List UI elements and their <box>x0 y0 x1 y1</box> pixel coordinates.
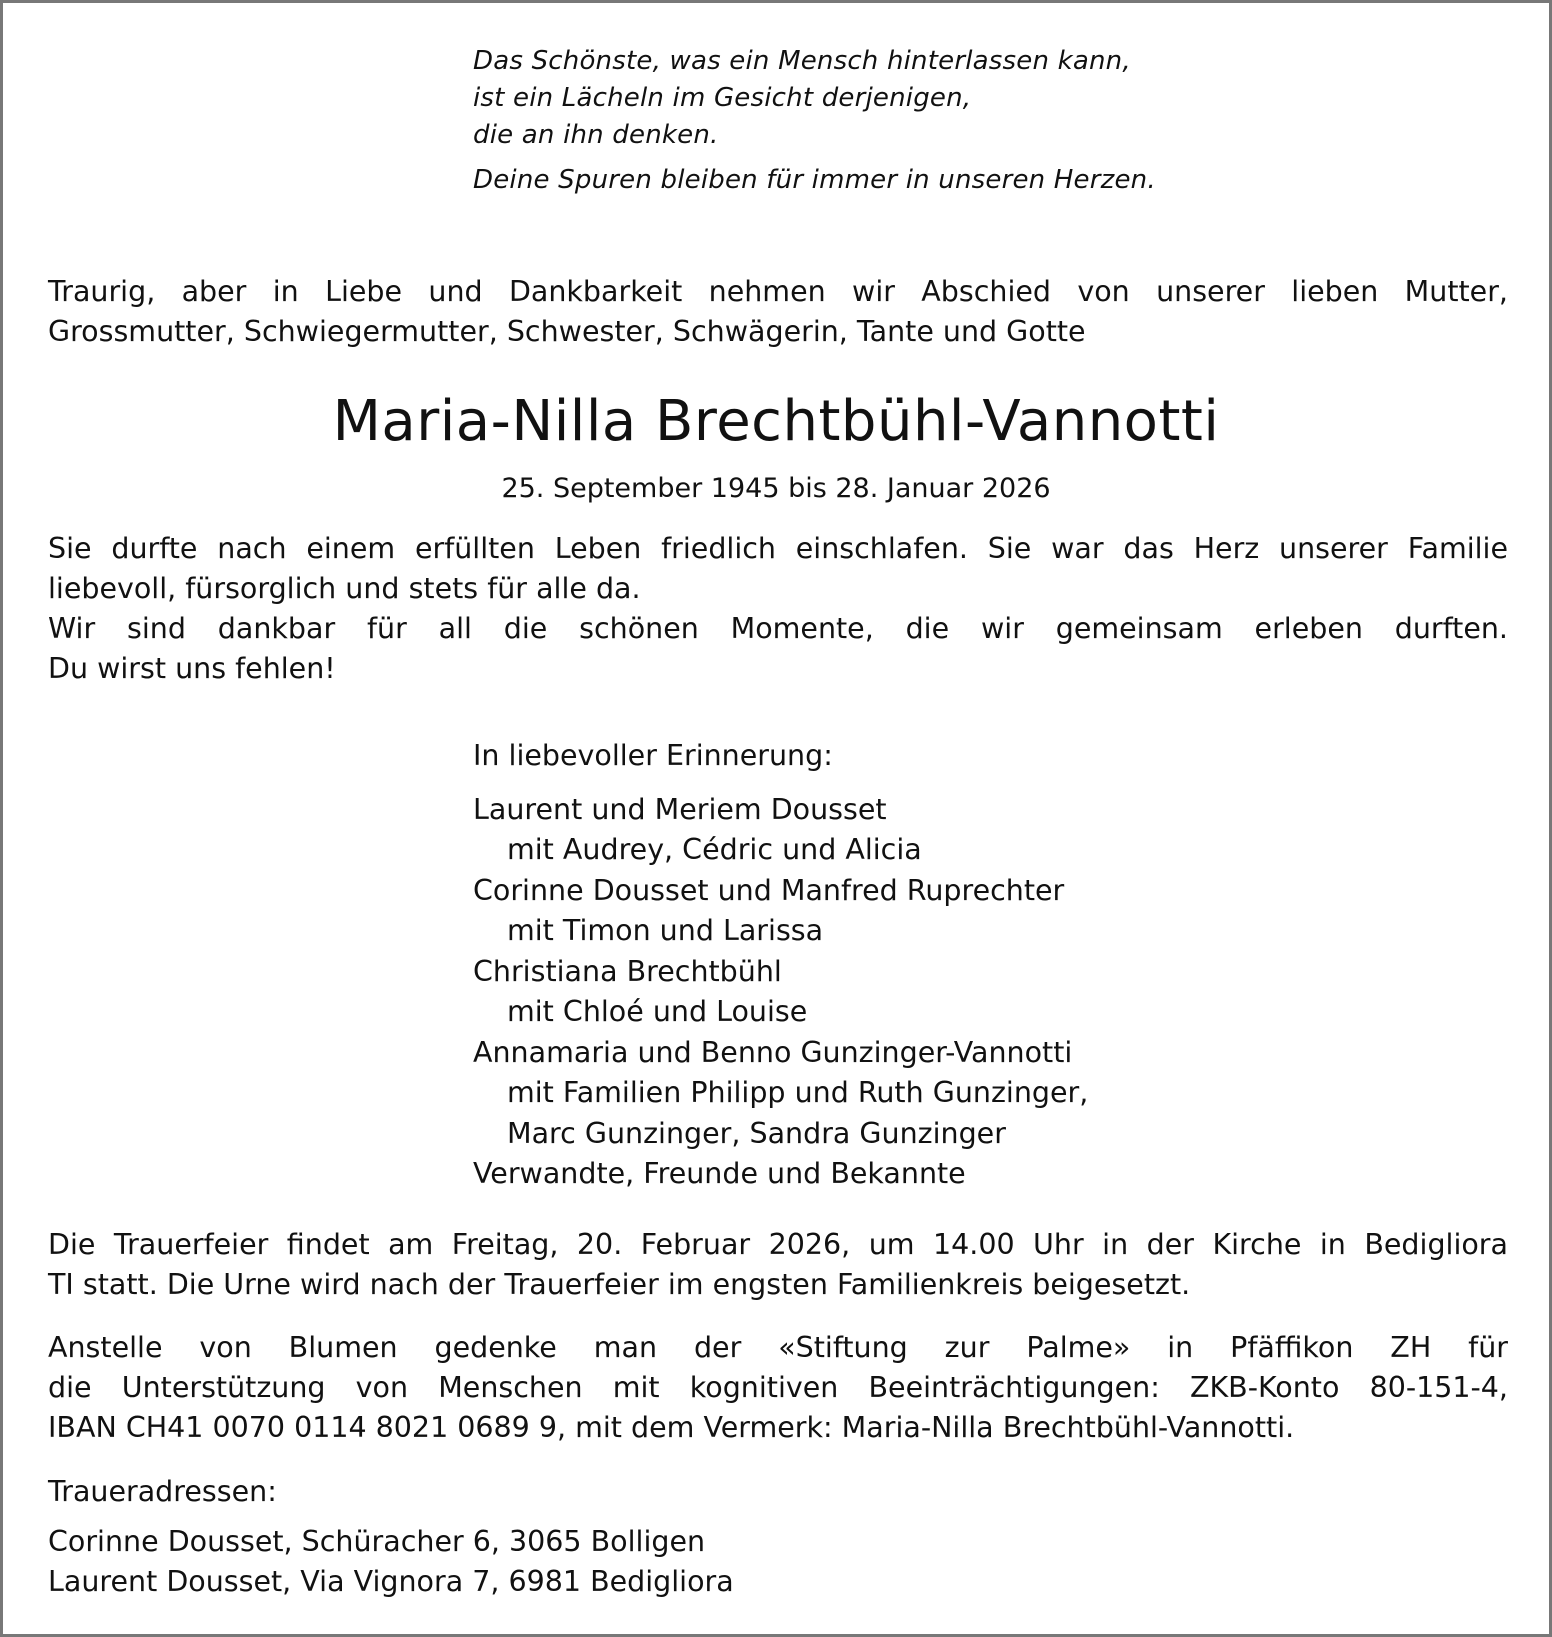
family-member-row: mit Timon und Larissa <box>507 914 824 947</box>
tribute-line: Du wirst uns fehlen! <box>48 652 336 685</box>
family-member-row: Laurent und Meriem Dousset <box>473 792 887 826</box>
address-line: Corinne Dousset, Schüracher 6, 3065 Bolligen <box>48 1525 706 1558</box>
family-member-row: Marc Gunzinger, Sandra Gunzinger <box>507 1116 1006 1150</box>
family-member-row: mit Chloé und Louise <box>507 995 808 1028</box>
ceremony-paragraph <box>48 1225 1508 1305</box>
family-member-row: Annamaria und Benno Gunzinger-Vannotti <box>473 1035 1073 1069</box>
donation-line: IBAN CH41 0070 0114 8021 0689 9, mit dem Vermerk: Maria-Nilla Brechtbühl-Vannotti. <box>48 1411 1295 1444</box>
deceased-name: Maria-Nilla Brechtbühl-Vannotti <box>332 389 1220 454</box>
address-line: Laurent Dousset, Via Vignora 7, 6981 Bedigliora <box>48 1565 734 1598</box>
family-list <box>473 736 1473 1195</box>
family-member-row: Corinne Dousset und Manfred Ruprechter <box>473 873 1065 907</box>
tribute-line: Sie durfte nach einem erfüllten Leben friedlich einschlafen. Sie war das Herz unserer Familie <box>48 532 1508 565</box>
ceremony-line: TI statt. Die Urne wird nach der Trauerfeier im engsten Familienkreis beigesetzt. <box>48 1268 1191 1301</box>
motto-line: Das Schönste, was ein Mensch hinterlassen kann, <box>473 46 1131 76</box>
intro-line: Grossmutter, Schwiegermutter, Schwester, Schwägerin, Tante und Gotte <box>48 315 1086 348</box>
addresses-heading: Traueradressen: <box>48 1475 277 1508</box>
family-member-row: mit Familien Philipp und Ruth Gunzinger, <box>507 1076 1089 1109</box>
donation-line: die Unterstützung von Menschen mit kognitiven Beeinträchtigungen: ZKB-Konto 80-151-4, <box>48 1371 1508 1404</box>
motto-quote <box>473 43 1373 199</box>
donation-line: Anstelle von Blumen gedenke man der «Stiftung zur Palme» in Pfäffikon ZH für <box>48 1331 1508 1364</box>
motto-line: ist ein Lächeln im Gesicht derjenigen, <box>473 83 972 113</box>
intro-paragraph <box>48 272 1508 352</box>
life-dates: 25. September 1945 bis 28. Januar 2026 <box>501 473 1051 504</box>
mourning-addresses <box>48 1522 734 1602</box>
ceremony-line: Die Trauerfeier findet am Freitag, 20. Februar 2026, um 14.00 Uhr in der Kirche in Bedigliora <box>48 1228 1508 1261</box>
motto-line: die an ihn denken. <box>473 120 719 150</box>
donation-paragraph <box>48 1328 1508 1448</box>
motto-closing: Deine Spuren bleiben für immer in unseren Herzen. <box>473 165 1156 195</box>
tribute-paragraph <box>48 529 1508 689</box>
family-member-row: mit Audrey, Cédric und Alicia <box>507 833 922 866</box>
family-member-row: Christiana Brechtbühl <box>473 954 782 988</box>
family-heading: In liebevoller Erinnerung: <box>473 739 833 772</box>
tribute-line: liebevoll, fürsorglich und stets für alle da. <box>48 572 641 605</box>
family-member-row: Verwandte, Freunde und Bekannte <box>473 1157 966 1190</box>
tribute-line: Wir sind dankbar für all die schönen Momente, die wir gemeinsam erleben durften. <box>48 612 1508 645</box>
intro-line: Traurig, aber in Liebe und Dankbarkeit nehmen wir Abschied von unserer lieben Mutter, <box>48 275 1508 308</box>
